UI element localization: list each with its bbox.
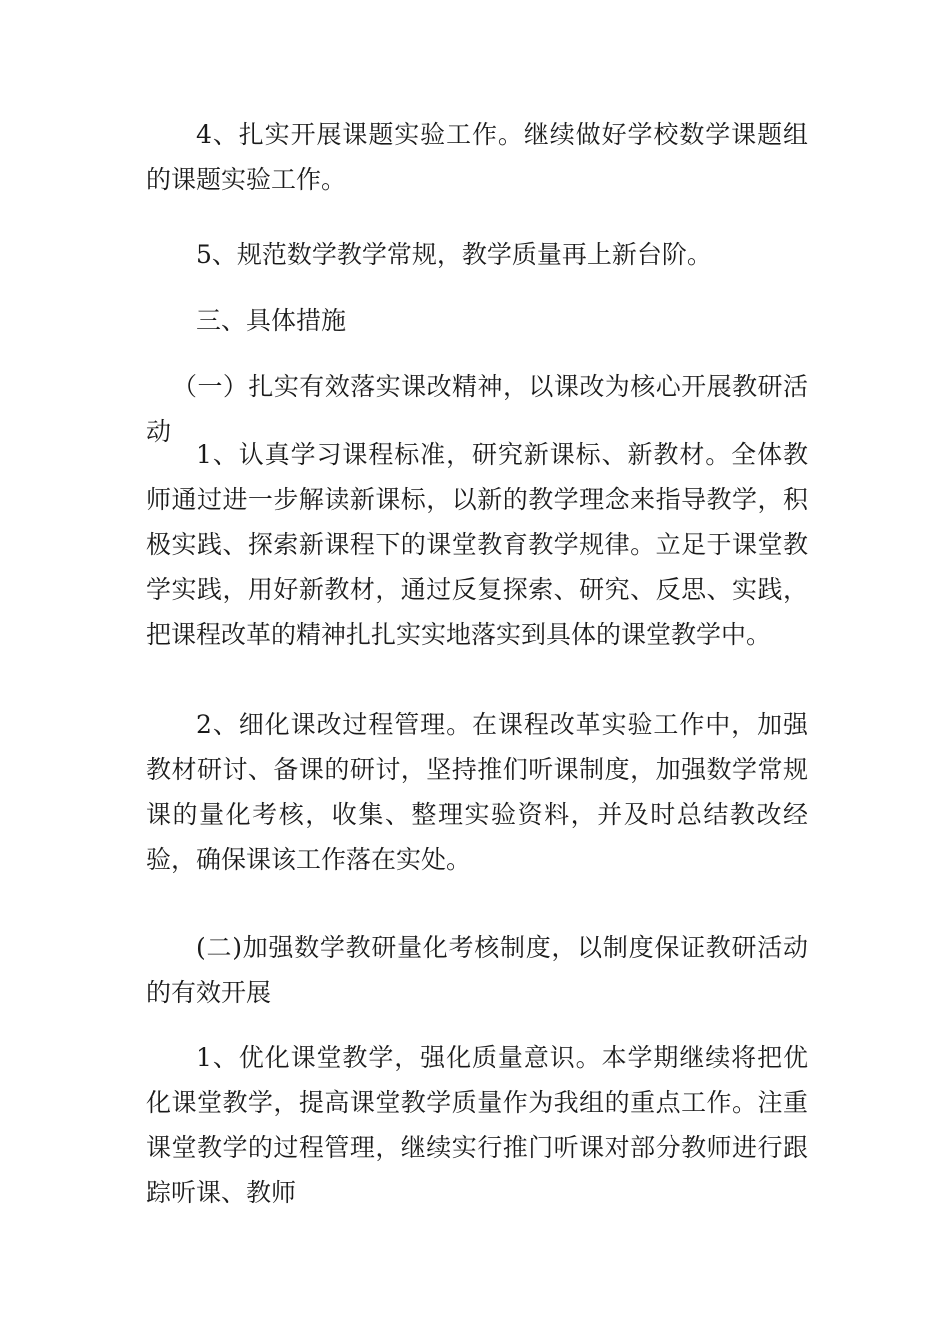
paragraph-curriculum-standards: 1、认真学习课程标准，研究新课标、新教材。全体教师通过进一步解读新课标，以新的教学理念来指导教学，积极实践、探索新课程下的课堂教育教学规律。立足于课堂教学实践，用好新教材，通过反复探索、研究、反思、实践，把课程改革的精神扎扎实实地落实到具体的课堂教学中。 [146,440,808,649]
section-heading-measures: 三、具体措施 [196,306,347,335]
paragraph-process-management: 2、细化课改过程管理。在课程改革实验工作中，加强教材研讨、备课的研讨，坚持推们听课制度，加强数学常规课的量化考核，收集、整理实验资料，并及时总结教改经验，确保课该工作落在实处。 [146,710,808,874]
paragraph-optimize-teaching: 1、优化课堂教学，强化质量意识。本学期继续将把优化课堂教学，提高课堂教学质量作为我组的重点工作。注重课堂教学的过程管理，继续实行推门听课对部分教师进行跟踪听课、教师 [146,1043,808,1207]
paragraph-research-project: 4、扎实开展课题实验工作。继续做好学校数学课题组的课题实验工作。 [146,120,808,194]
subheading-curriculum-reform: （一）扎实有效落实课改精神，以课改为核心开展教研活动 [146,372,808,446]
subheading-assessment-system: (二)加强数学教研量化考核制度，以制度保证教研活动的有效开展 [146,933,808,1007]
paragraph-teaching-routine: 5、规范数学教学常规，教学质量再上新台阶。 [196,240,712,269]
